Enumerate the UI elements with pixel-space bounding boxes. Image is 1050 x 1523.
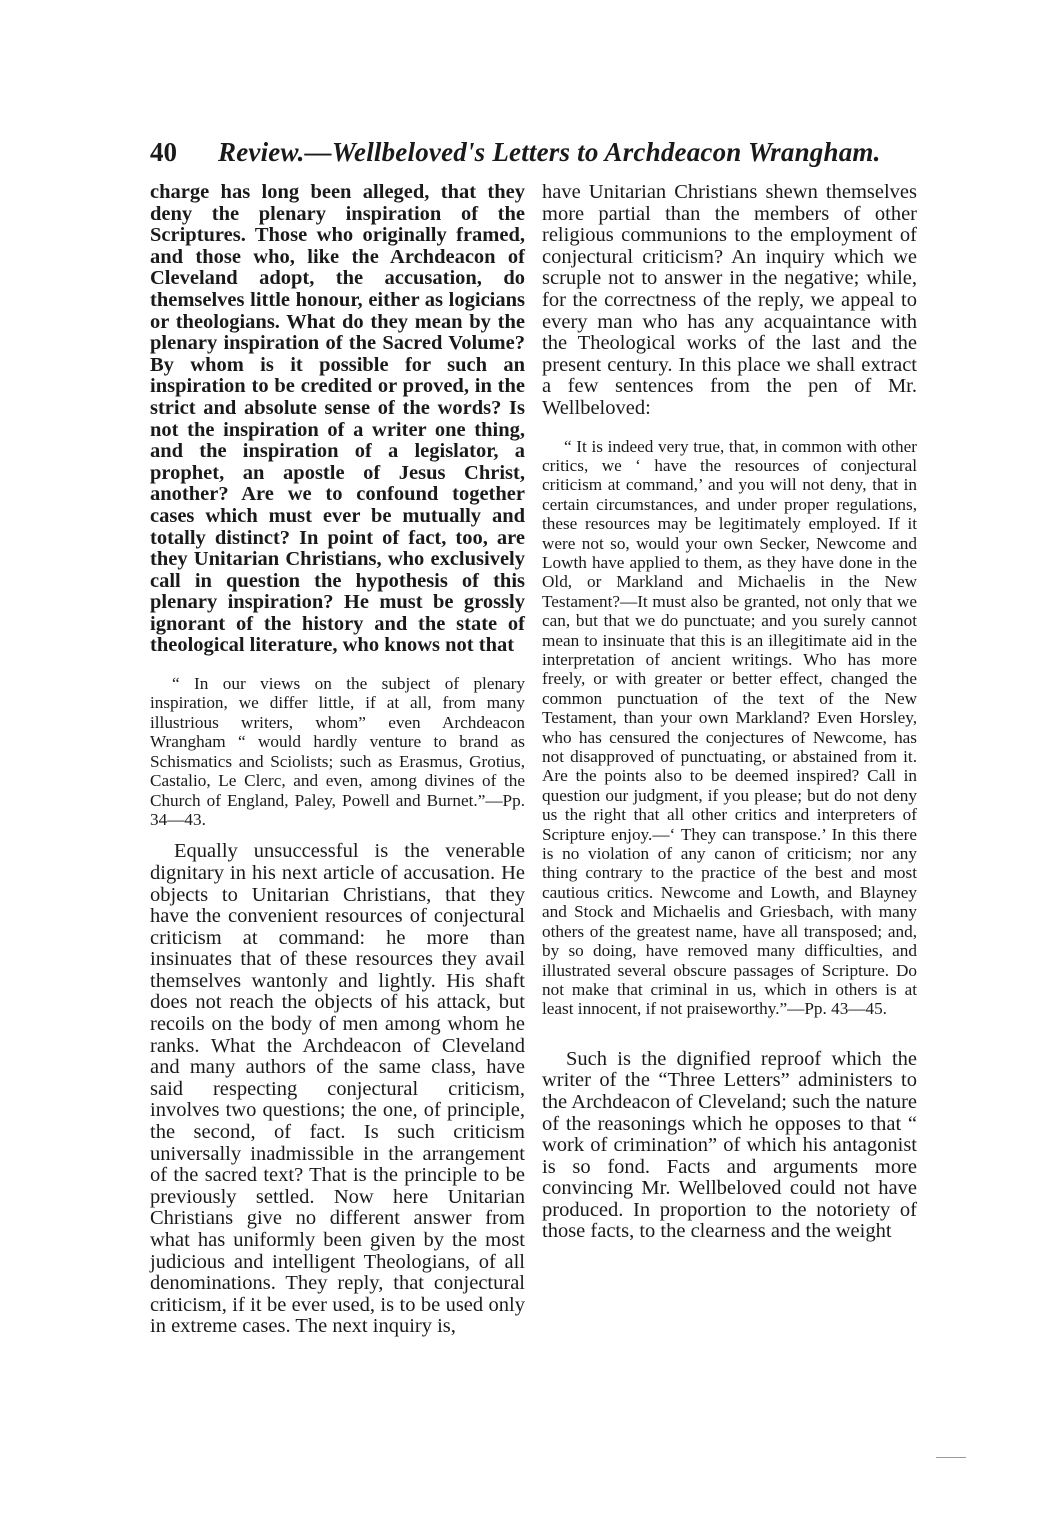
page-number: 40 xyxy=(150,137,177,167)
right-paragraph-2: Such is the dignified reproof which the writer of the “Three Letters” administers to the Archdeacon of Cleveland; such the nature of the reasonings which he opposes to that “ work of crimination” of which his antagonist is so fond. Facts and arguments more convincing Mr. Wellbeloved could not have produced. In proportion to the notoriety of those facts, to the clearness and the weight xyxy=(542,1047,917,1243)
right-paragraph-1: have Unitarian Christians shewn themselves more partial than the members of other religious communions to the employment of conjectural criticism? An inquiry which we scruple not to answer in the negative; while, for the correctness of the reply, we appeal to every man who has any acquaintance with the Theological works of the last and the present century. In this place we shall extract a few sentences from the pen of Mr. Wellbeloved: xyxy=(542,181,917,419)
right-quote-1: “ It is indeed very true, that, in common with other critics, we ‘ have the resources of conjectural criticism at command,’ and you will not deny, that in certain circumstances, and under proper regulations, these resources may be legitimately employed. If it were not so, would your own Secker, Newcome and Lowth have applied to them, as they have done in the Old, or Markland and Michaelis in the New Testament?—It must also be granted, not only that we can, but that we do punctuate; and you surely cannot mean to insinuate that this is an illegitimate aid in the interpretation of ancient writings. Who has more freely, or with greater or better effect, changed the common punctuation of the text of the New Testament, than your own Markland? Even Horsley, who has censured the conjectures of Newcome, has not disapproved of punctuating, or abstained from it. Are the points also to be deemed inspired? Call in question our judgment, if you please; but do not deny us the right that all other critics and interpreters of Scripture enjoy.—‘ They can transpose.’ In this there is no violation of any canon of criticism; nor any thing contrary to the practice of the best and most cautious critics. Newcome and Lowth, and Blayney and Stock and Michaelis and Griesbach, with many others of the greatest name, have all transposed; and, by so doing, have removed many difficulties, and illustrated several obscure passages of Scripture. Do not make that criminal in us, which in others is at least innocent, if not praiseworthy.”—Pp. 43—45. xyxy=(542,436,917,1019)
running-title: Review.—Wellbeloved's Letters to Archdeacon Wrangham. xyxy=(218,137,881,167)
left-paragraph-2: Equally unsuccessful is the venerable dignitary in his next article of accusation. He objects to Unitarian Christians, that they have the convenient resources of conjectural criticism at command: he more than insinuates that of these resources they avail themselves wantonly and lightly. His shaft does not reach the objects of his attack, but recoils on the body of men among whom he ranks. What the Archdeacon of Cleveland and many authors of the same class, have said respecting conjectural criticism, involves two questions; the one, of principle, the second, of fact. Is such criticism universally inadmissible in the arrangement of the sacred text? That is the principle to be previously settled. Now here Unitarian Christians give no different answer from what has uniformly been given by the most judicious and intelligent Theologians, of all denominations. They reply, that conjectural criticism, if it be ever used, is to be used only in extreme cases. The next inquiry is, xyxy=(150,840,525,1338)
left-quote-1: “ In our views on the subject of plenary inspiration, we differ little, if at all, from many illustrious writers, whom” even Archdeacon Wrangham “ would hardly venture to brand as Schismatics and Sciolists; such as Erasmus, Grotius, Castalio, Le Clerc, and even, among divines of the Church of England, Paley, Powell and Burnet.”—Pp. 34—43. xyxy=(150,674,525,829)
page-header xyxy=(150,132,910,172)
left-column xyxy=(150,182,525,1338)
right-column xyxy=(542,182,917,1243)
footer-rule xyxy=(936,1457,966,1458)
left-paragraph-1: charge has long been alleged, that they deny the plenary inspiration of the Scriptures. Those who originally framed, and those who, like the Archdeacon of Cleveland adopt, the accusation, do themselves little honour, either as logicians or theologians. What do they mean by the plenary inspiration of the Sacred Volume? By whom is it possible for such an inspiration to be credited or proved, in the strict and absolute sense of the words? Is not the inspiration of a writer one thing, and the inspiration of a legislator, a prophet, an apostle of Jesus Christ, another? Are we to confound together cases which must ever be mutually and totally distinct? In point of fact, too, are they Unitarian Christians, who exclusively call in question the hypothesis of this plenary inspiration? He must be grossly ignorant of the history and the state of theological literature, who knows not that xyxy=(150,181,525,657)
